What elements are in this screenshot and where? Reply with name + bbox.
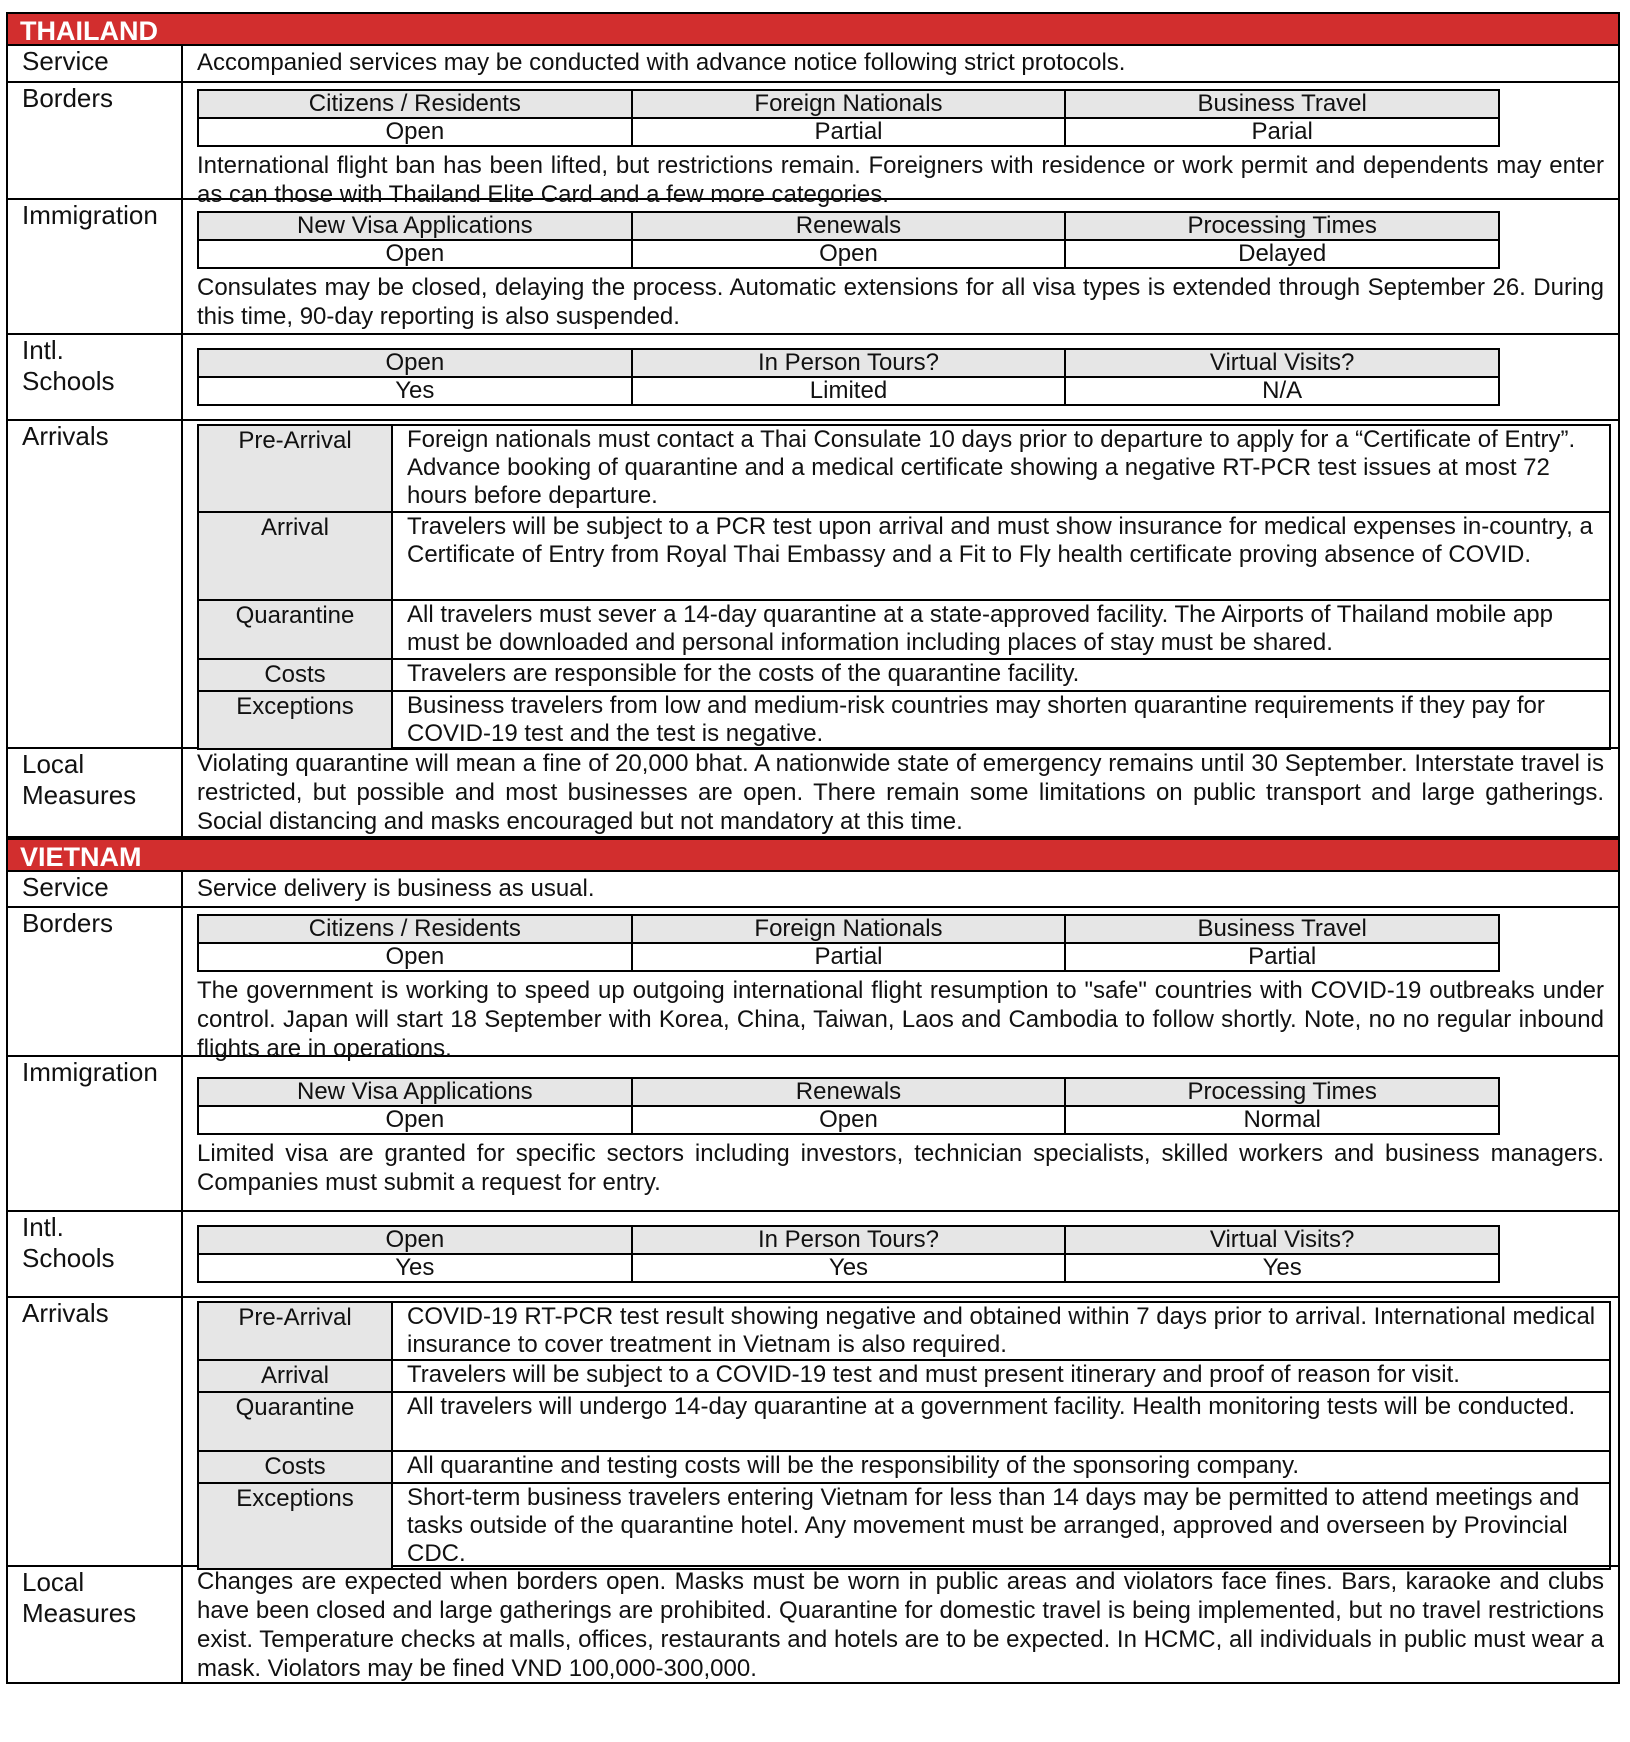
borders-header-foreign: Foreign Nationals <box>632 90 1066 118</box>
arrivals-text: All travelers must sever a 14-day quarantine at a state-approved facility. The Airports of Thailand mobile app must be downloaded and personal information including places of stay must be shared. <box>392 600 1610 659</box>
borders-header-foreign: Foreign Nationals <box>632 915 1066 943</box>
row-label-service: Service <box>8 46 183 81</box>
borders-header-citizens: Citizens / Residents <box>198 90 632 118</box>
schools-header-open: Open <box>198 1226 632 1254</box>
schools-value-virtual: N/A <box>1065 377 1499 405</box>
thailand-service-row <box>6 46 1620 83</box>
vietnam-arrivals-row <box>6 1298 1620 1567</box>
borders-status-table <box>197 89 1500 147</box>
thailand-arrivals-row <box>6 421 1620 749</box>
schools-header-virtual: Virtual Visits? <box>1065 1226 1499 1254</box>
arrivals-text: Business travelers from low and medium-risk countries may shorten quarantine requirements if they pay for COVID-19 test and the test is negative. <box>392 691 1610 749</box>
arrivals-key: Quarantine <box>198 600 392 659</box>
borders-value-foreign: Partial <box>632 943 1066 971</box>
local-label-line2: Measures <box>22 780 137 810</box>
borders-note: The government is working to speed up outgoing international flight resumption to "safe" countries with COVID-19 outbreaks under control. Japan will start 18 September with Korea, China, Taiwan, Laos and Cambodia to follow shortly. Note, no no regular inbound flights are in operations. <box>197 977 1604 1062</box>
schools-header-virtual: Virtual Visits? <box>1065 349 1499 377</box>
immigration-note: Limited visa are granted for specific sectors including investors, technician specialists, skilled workers and business managers. Companies must submit a request for entry. <box>197 1140 1604 1196</box>
intl-label-line2: Schools <box>22 1243 115 1273</box>
immigration-value-processing: Delayed <box>1065 240 1499 268</box>
immigration-header-renewals: Renewals <box>632 212 1066 240</box>
arrivals-key: Pre-Arrival <box>198 1302 392 1360</box>
row-label-borders: Borders <box>8 908 183 1055</box>
immigration-header-processing: Processing Times <box>1065 212 1499 240</box>
immigration-value-new-visa: Open <box>198 1106 632 1134</box>
arrivals-key: Quarantine <box>198 1392 392 1451</box>
borders-value-citizens: Open <box>198 118 632 146</box>
row-label-immigration: Immigration <box>8 1057 183 1210</box>
local-label-line1: Local <box>22 749 85 779</box>
schools-value-open: Yes <box>198 377 632 405</box>
thailand-local-measures-row <box>6 749 1620 838</box>
arrivals-text: COVID-19 RT-PCR test result showing negative and obtained within 7 days prior to arrival. International medical insurance to cover treatment in Vietnam is also required. <box>392 1302 1610 1360</box>
immigration-header-new-visa: New Visa Applications <box>198 1078 632 1106</box>
arrivals-row <box>198 691 1610 749</box>
intl-label-line1: Intl. <box>22 335 64 365</box>
country-header-thailand: THAILAND <box>6 12 1620 46</box>
immigration-header-processing: Processing Times <box>1065 1078 1499 1106</box>
schools-value-virtual: Yes <box>1065 1254 1499 1282</box>
arrivals-row <box>198 1360 1610 1392</box>
vietnam-local-measures-row <box>6 1567 1620 1684</box>
arrivals-text: Travelers will be subject to a PCR test upon arrival and must show insurance for medical expenses in-country, a Certificate of Entry from Royal Thai Embassy and a Fit to Fly health certificate proving absence of COVID. <box>392 512 1610 600</box>
borders-value-business: Parial <box>1065 118 1499 146</box>
immigration-status-table <box>197 211 1500 269</box>
row-label-service: Service <box>8 872 183 906</box>
arrivals-table <box>197 424 1611 750</box>
thailand-borders-row <box>6 83 1620 208</box>
row-label-arrivals: Arrivals <box>8 1298 183 1565</box>
borders-header-citizens: Citizens / Residents <box>198 915 632 943</box>
arrivals-key: Costs <box>198 659 392 691</box>
country-requirements-document <box>6 12 1620 1684</box>
country-header-vietnam: VIETNAM <box>6 838 1620 872</box>
borders-value-business: Partial <box>1065 943 1499 971</box>
service-text: Service delivery is business as usual. <box>197 875 595 902</box>
schools-value-open: Yes <box>198 1254 632 1282</box>
row-label-arrivals: Arrivals <box>8 421 183 747</box>
immigration-value-renewals: Open <box>632 240 1066 268</box>
arrivals-table <box>197 1301 1611 1570</box>
local-label-line2: Measures <box>22 1598 137 1628</box>
arrivals-row <box>198 1451 1610 1483</box>
thailand-schools-row <box>6 335 1620 421</box>
thailand-immigration-row <box>6 200 1620 335</box>
immigration-value-processing: Normal <box>1065 1106 1499 1134</box>
vietnam-service-row <box>6 872 1620 908</box>
arrivals-row <box>198 425 1610 512</box>
arrivals-row <box>198 512 1610 600</box>
arrivals-key: Exceptions <box>198 691 392 749</box>
borders-value-foreign: Partial <box>632 118 1066 146</box>
schools-status-table <box>197 348 1500 406</box>
borders-header-business: Business Travel <box>1065 915 1499 943</box>
arrivals-key: Exceptions <box>198 1483 392 1569</box>
row-label-local-measures <box>8 749 183 836</box>
borders-header-business: Business Travel <box>1065 90 1499 118</box>
arrivals-text: Travelers will be subject to a COVID-19 test and must present itinerary and proof of reason for visit. <box>392 1360 1610 1392</box>
arrivals-key: Pre-Arrival <box>198 425 392 512</box>
arrivals-text: Short-term business travelers entering Vietnam for less than 14 days may be permitted to attend meetings and tasks outside of the quarantine hotel. Any movement must be arranged, approved and overseen by Provincial CDC. <box>392 1483 1610 1569</box>
arrivals-row <box>198 1483 1610 1569</box>
intl-label-line2: Schools <box>22 366 115 396</box>
arrivals-key: Arrival <box>198 1360 392 1392</box>
arrivals-row <box>198 1392 1610 1451</box>
arrivals-key: Arrival <box>198 512 392 600</box>
arrivals-key: Costs <box>198 1451 392 1483</box>
arrivals-row <box>198 659 1610 691</box>
schools-header-tours: In Person Tours? <box>632 349 1066 377</box>
arrivals-text: Foreign nationals must contact a Thai Consulate 10 days prior to departure to apply for a “Certificate of Entry”. Advance booking of quarantine and a medical certificate showing a negative RT-PCR test issues at most 72 hours before departure. <box>392 425 1610 512</box>
schools-value-tours: Yes <box>632 1254 1066 1282</box>
vietnam-borders-row <box>6 908 1620 1062</box>
intl-label-line1: Intl. <box>22 1212 64 1242</box>
borders-status-table <box>197 914 1500 972</box>
immigration-status-table <box>197 1077 1500 1135</box>
schools-header-tours: In Person Tours? <box>632 1226 1066 1254</box>
service-text: Accompanied services may be conducted with advance notice following strict protocols. <box>197 49 1126 76</box>
arrivals-row <box>198 600 1610 659</box>
immigration-note: Consulates may be closed, delaying the process. Automatic extensions for all visa types is extended through September 26. During this time, 90-day reporting is also suspended. <box>197 274 1604 330</box>
schools-value-tours: Limited <box>632 377 1066 405</box>
vietnam-schools-row <box>6 1212 1620 1298</box>
row-label-borders: Borders <box>8 83 183 198</box>
borders-value-citizens: Open <box>198 943 632 971</box>
local-measures-text: Violating quarantine will mean a fine of 20,000 bhat. A nationwide state of emergency remains until 30 September. Interstate travel is restricted, but possible and most businesses are open. There remain some limitations on public transport and large gatherings. Social distancing and masks encouraged but not mandatory at this time. <box>197 750 1604 835</box>
arrivals-text: All travelers will undergo 14-day quarantine at a government facility. Health monitoring tests will be conducted. <box>392 1392 1610 1451</box>
arrivals-text: Travelers are responsible for the costs of the quarantine facility. <box>392 659 1610 691</box>
arrivals-text: All quarantine and testing costs will be the responsibility of the sponsoring company. <box>392 1451 1610 1483</box>
borders-note: International flight ban has been lifted, but restrictions remain. Foreigners with residence or work permit and dependents may enter as can those with Thailand Elite Card and a few more categories. <box>197 152 1604 208</box>
row-label-intl-schools <box>8 1212 183 1296</box>
local-label-line1: Local <box>22 1567 85 1597</box>
immigration-value-renewals: Open <box>632 1106 1066 1134</box>
schools-status-table <box>197 1225 1500 1283</box>
arrivals-row <box>198 1302 1610 1360</box>
immigration-header-renewals: Renewals <box>632 1078 1066 1106</box>
local-measures-text: Changes are expected when borders open. Masks must be worn in public areas and violators face fines. Bars, karaoke and clubs have been closed and large gatherings are prohibited. Quarantine for domestic travel is being implemented, but no travel restrictions exist. Temperature checks at malls, offices, restaurants and hotels are to be expected. In HCMC, all individuals in public must wear a mask. Violators may be fined VND 100,000-300,000. <box>197 1568 1604 1682</box>
vietnam-immigration-row <box>6 1057 1620 1212</box>
row-label-immigration: Immigration <box>8 200 183 333</box>
immigration-value-new-visa: Open <box>198 240 632 268</box>
row-label-intl-schools <box>8 335 183 419</box>
immigration-header-new-visa: New Visa Applications <box>198 212 632 240</box>
row-label-local-measures <box>8 1567 183 1682</box>
schools-header-open: Open <box>198 349 632 377</box>
